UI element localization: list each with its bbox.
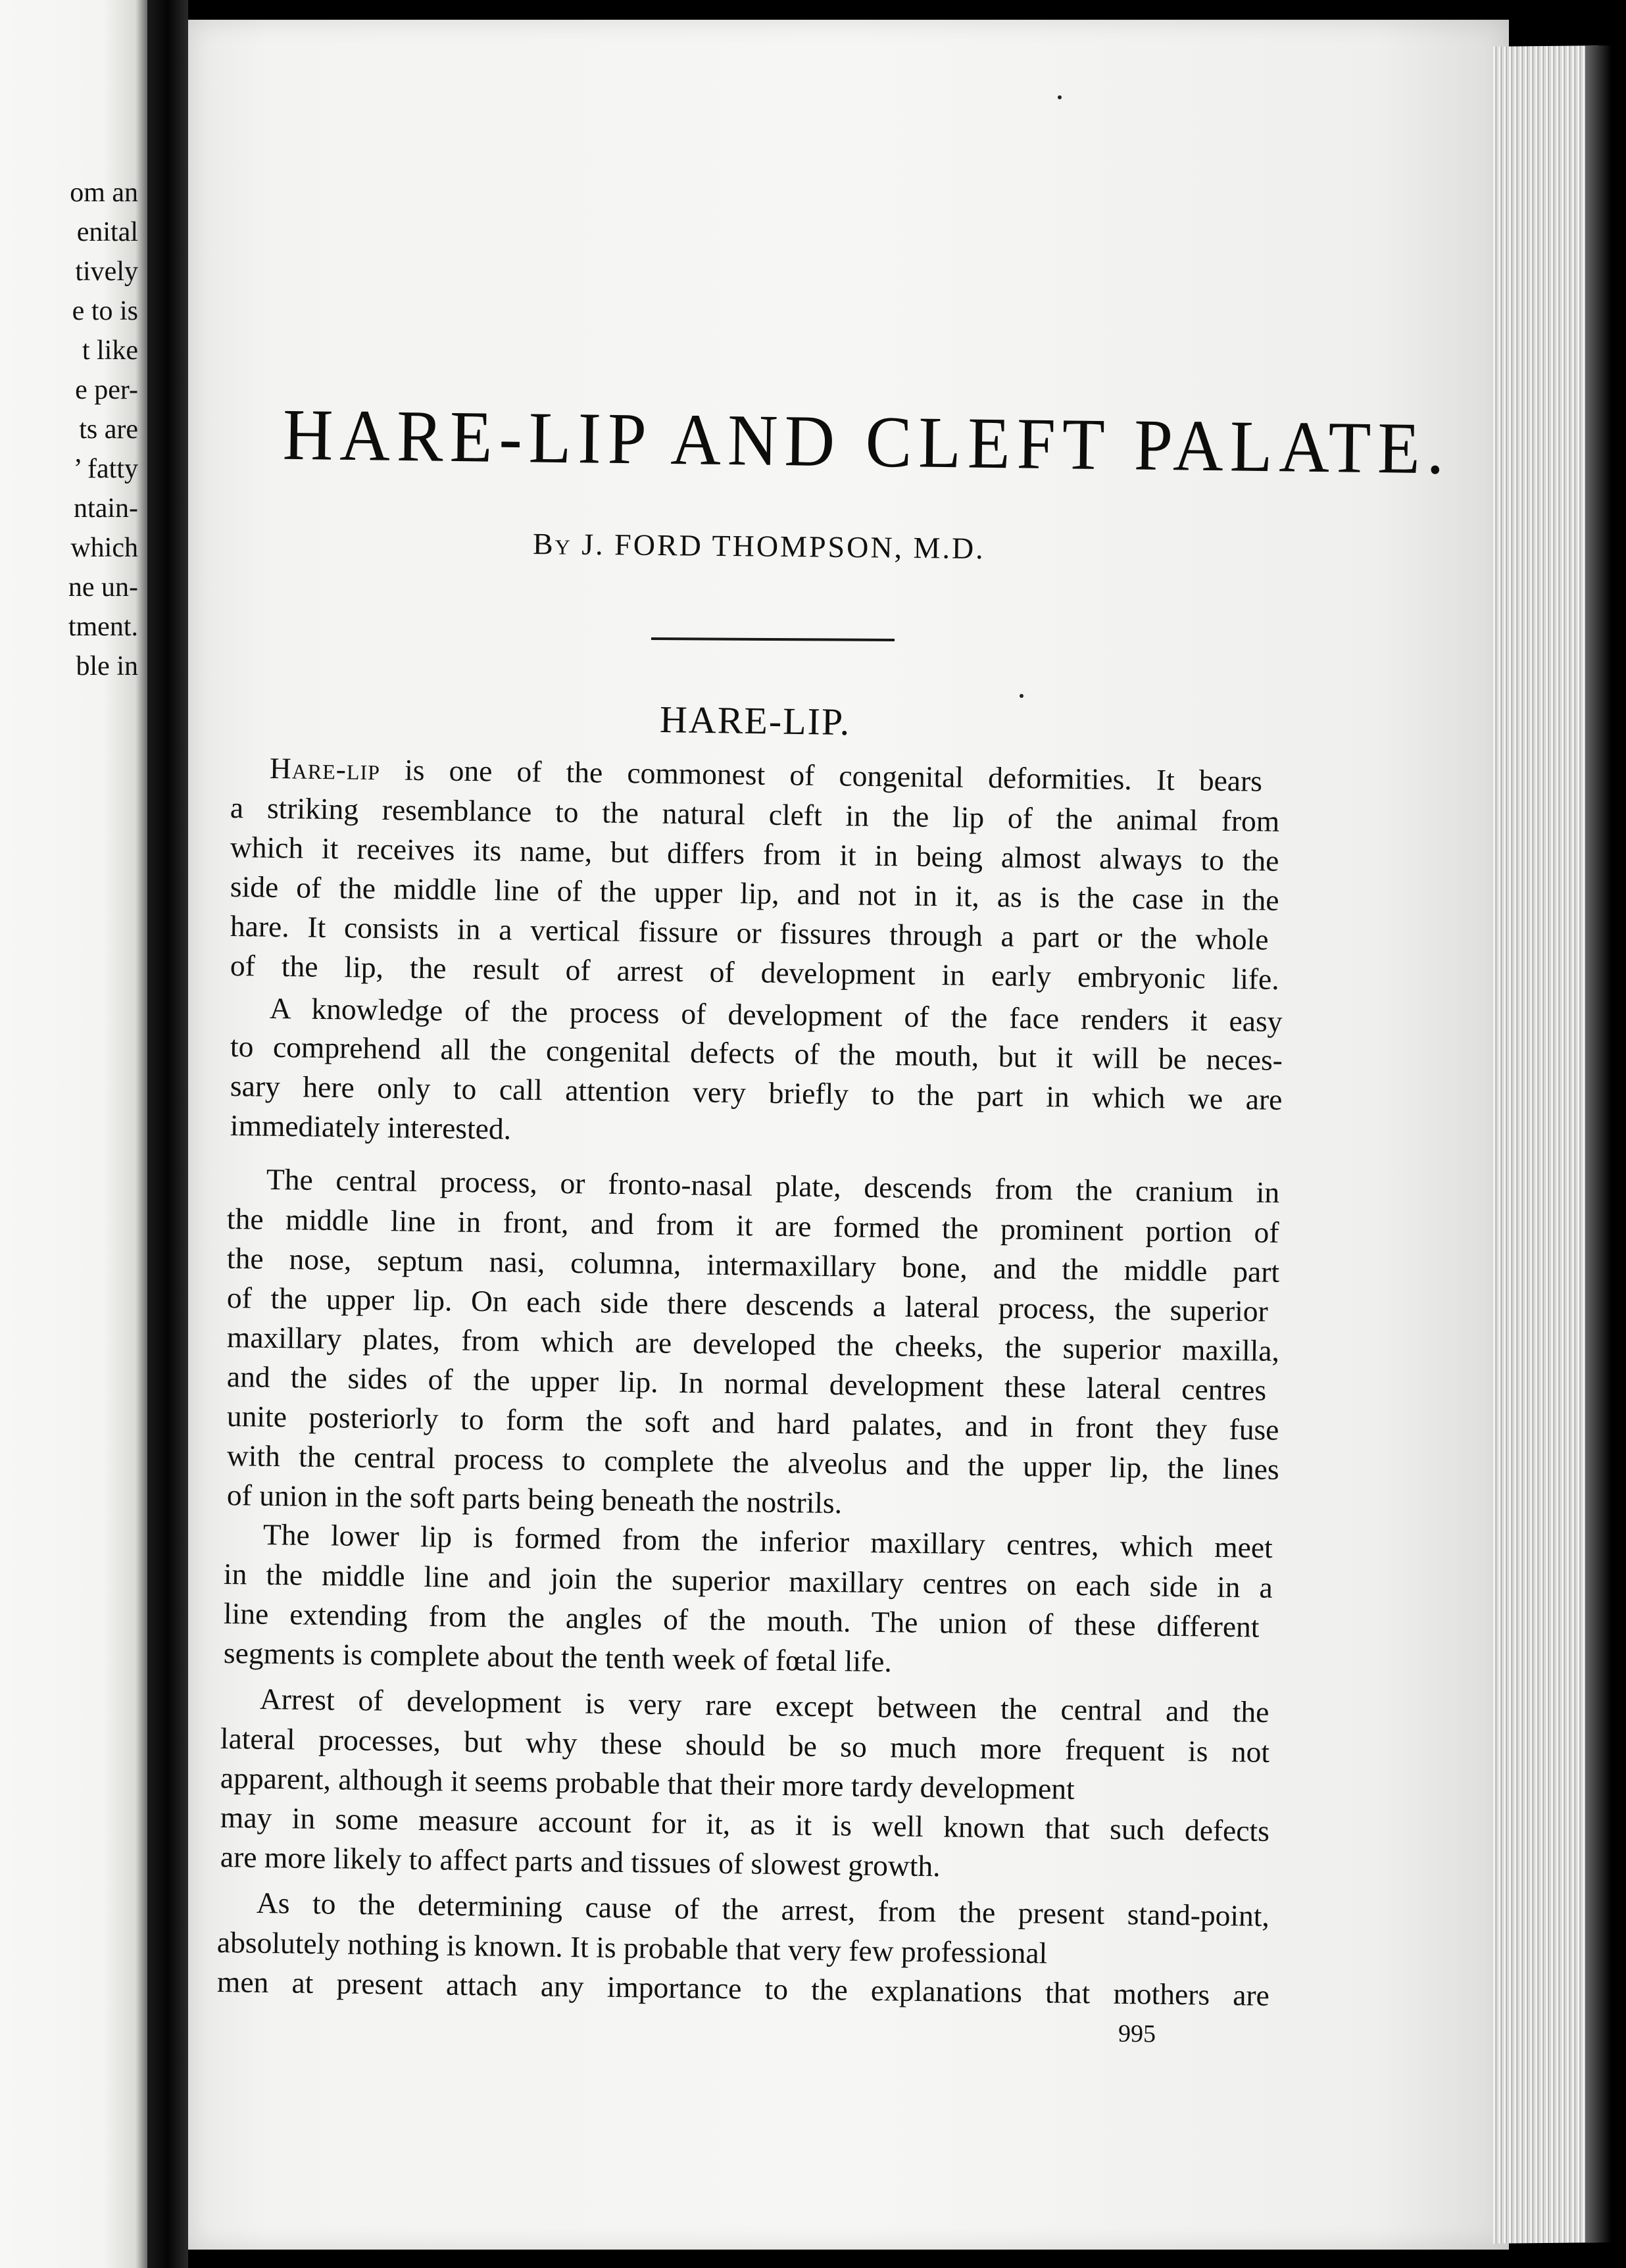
article-title: HARE-LIP AND CLEFT PALATE. — [282, 394, 1452, 489]
line-text: The central process, or fronto-nasal plate, descends from the cranium in — [266, 1162, 1280, 1210]
body-line — [217, 1927, 1048, 1968]
line-text: and the sides of the upper lip. In normal development these lateral centres — [226, 1360, 1267, 1407]
line-text: of the lip, the result of arrest of development in early embryonic life. — [230, 949, 1280, 996]
body-line — [270, 753, 1263, 796]
body-line — [217, 1967, 1269, 2010]
line-text: which it receives its name, but differs from it in being almost always to the — [230, 830, 1279, 877]
line-text: is one of the commonest of congenital deformities. It bears — [380, 752, 1263, 798]
line-text: the nose, septum nasi, columna, intermaxillary bone, and the middle part — [226, 1241, 1280, 1289]
line-text: a striking resemblance to the natural cleft in the lip of the animal from — [230, 791, 1280, 838]
facing-page-text-fragment: om an — [70, 178, 138, 208]
body-line — [220, 1723, 1270, 1767]
facing-page-text-fragment: ntain- — [74, 493, 138, 524]
facing-page-text-fragment: ne un- — [68, 572, 138, 603]
byline-prefix: By — [532, 527, 573, 561]
line-text: are more likely to affect parts and tissues of slowest growth. — [220, 1840, 941, 1883]
line-text: sary here only to call attention very briefly to the part in which we are — [230, 1069, 1283, 1116]
line-text: apparent, although it seems probable that their more tardy development — [220, 1761, 1075, 1806]
body-line — [227, 1362, 1267, 1405]
dust-speck — [1020, 694, 1023, 698]
line-text: lateral processes, but why these should be so much more frequent is not — [220, 1721, 1270, 1769]
facing-page-text-fragment: e to is — [72, 296, 138, 326]
line-text: immediately interested. — [230, 1108, 512, 1146]
facing-page-text-fragment: tment. — [68, 612, 138, 642]
line-text: segments is complete about the tenth week of fœtal life. — [223, 1636, 893, 1679]
line-text: line extending from the angles of the mouth. The union of these different — [223, 1596, 1260, 1644]
facing-page-text-fragment: ble in — [76, 651, 138, 681]
body-line — [266, 1164, 1280, 1208]
line-text: maxillary plates, from which are developed the cheeks, the superior maxilla, — [226, 1320, 1280, 1368]
line-text: may in some measure account for it, as it is well known that such defects — [220, 1800, 1270, 1848]
body-line — [257, 1888, 1269, 1931]
line-text: men at present attach any importance to the explanations that mothers are — [216, 1965, 1270, 2012]
body-line — [230, 872, 1279, 915]
body-line — [263, 1519, 1273, 1563]
body-line — [270, 993, 1283, 1037]
facing-page-text-fragment: which — [70, 533, 138, 563]
body-line — [230, 1031, 1283, 1075]
facing-page-text-fragment: ts are — [79, 414, 138, 445]
line-text: unite posteriorly to form the soft and hard palates, and in front they fuse — [226, 1399, 1279, 1446]
line-text: Arrest of development is very rare except between the central and the — [259, 1682, 1269, 1729]
body-line — [224, 1638, 892, 1677]
facing-page-text-fragment: tively — [75, 257, 138, 287]
body-line — [230, 950, 1279, 994]
run-in-term: Hare-lip — [269, 751, 381, 787]
body-line — [230, 832, 1279, 875]
body-line — [230, 911, 1269, 954]
body-line — [220, 1763, 1075, 1804]
page-number: 995 — [1118, 2019, 1156, 2048]
facing-page-text-fragment: enital — [76, 217, 138, 247]
line-text: of the upper lip. On each side there descends a lateral process, the superior — [226, 1281, 1269, 1328]
line-text: to comprehend all the congenital defects of the mouth, but it will be neces- — [230, 1029, 1283, 1077]
line-text: of union in the soft parts being beneath the nostrils. — [226, 1478, 843, 1520]
facing-page-text-fragment: ’ fatty — [73, 454, 138, 484]
line-text: the middle line in front, and from it are formed the prominent portion of — [226, 1202, 1279, 1249]
body-line — [230, 1110, 512, 1144]
byline — [533, 526, 985, 566]
dust-speck — [1058, 95, 1062, 99]
body-line — [260, 1684, 1269, 1727]
body-line — [224, 1559, 1273, 1602]
facing-page-text-fragment: t like — [82, 335, 138, 366]
line-text: side of the middle line of the upper lip, and not in it, as is the case in the — [230, 870, 1279, 917]
body-line — [224, 1598, 1260, 1642]
body-line — [220, 1842, 941, 1881]
byline-author: J. FORD THOMPSON, M.D. — [581, 527, 985, 566]
line-text: with the central process to complete the alveolus and the upper lip, the lines — [226, 1439, 1279, 1486]
body-line — [227, 1283, 1268, 1326]
line-text: A knowledge of the process of development of the face renders it easy — [269, 991, 1283, 1039]
facing-page-text-fragment: e per- — [75, 375, 138, 405]
line-text: As to the determining cause of the arrest, from the present stand-point, — [256, 1886, 1270, 1933]
body-line — [230, 1071, 1283, 1114]
body-line — [227, 1204, 1279, 1247]
line-text: hare. It consists in a vertical fissure or fissures through a part or the whole — [230, 909, 1269, 956]
body-line — [220, 1802, 1269, 1846]
body-line — [227, 1401, 1279, 1444]
body-line — [227, 1243, 1280, 1287]
title-rule — [651, 637, 895, 641]
body-line — [227, 1441, 1279, 1484]
line-text: absolutely nothing is known. It is probable that very few professional — [216, 1925, 1048, 1970]
body-line — [230, 793, 1280, 836]
line-text: in the middle line and join the superior maxillary centres on each side in a — [223, 1557, 1273, 1604]
section-heading: HARE-LIP. — [659, 698, 851, 744]
body-line — [227, 1322, 1280, 1366]
line-text: The lower lip is formed from the inferior maxillary centres, which meet — [262, 1517, 1273, 1565]
body-line — [227, 1480, 843, 1518]
